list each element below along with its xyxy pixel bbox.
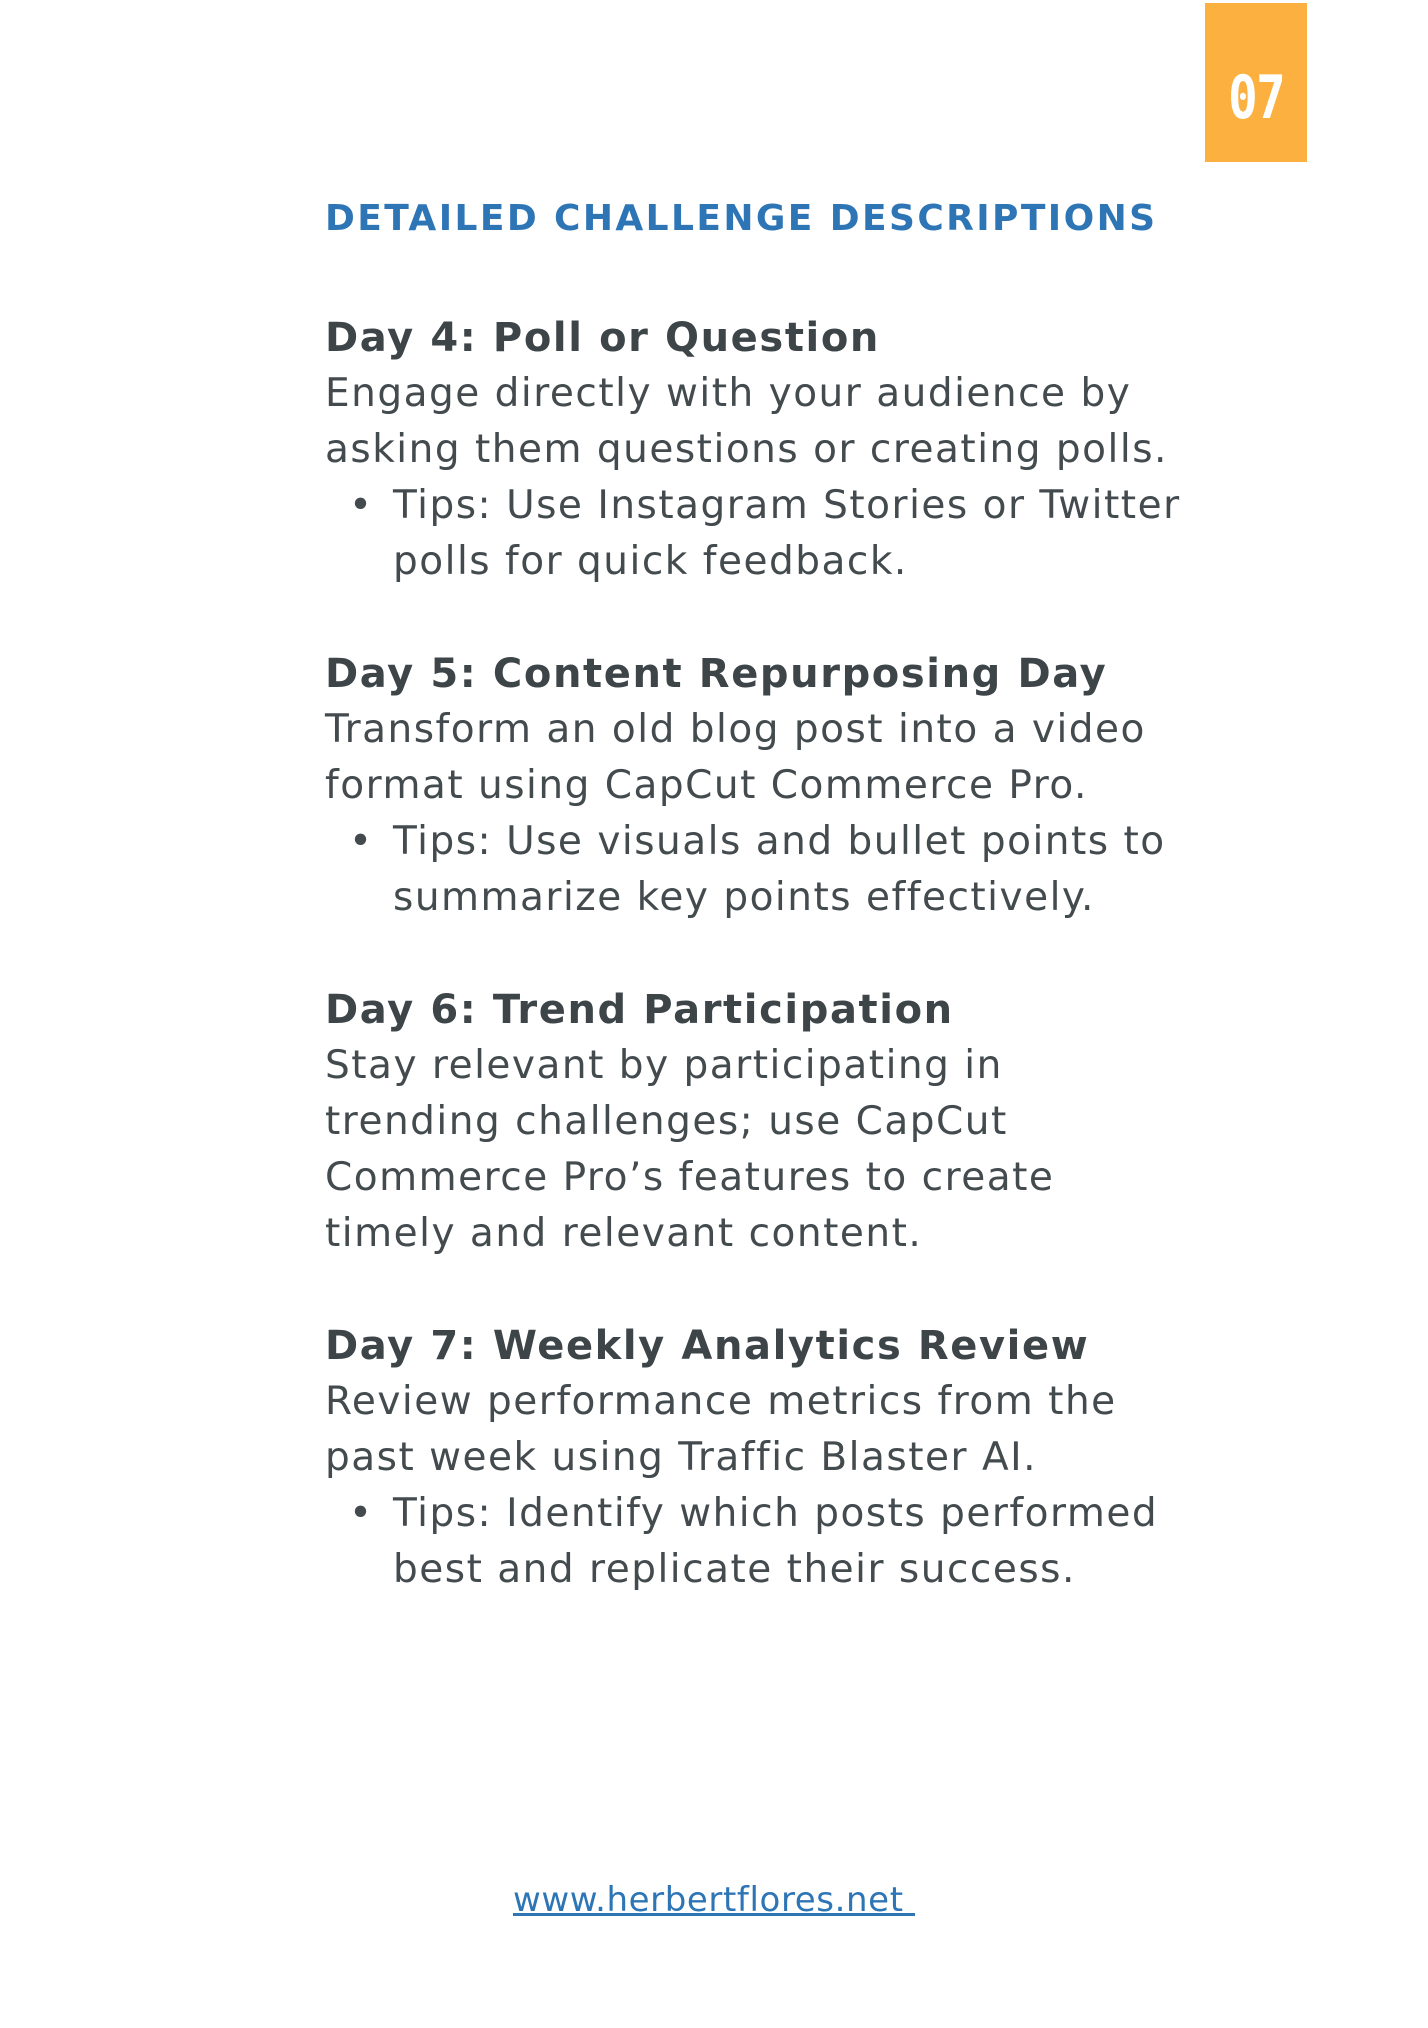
page-number: 07 [1228,62,1284,133]
bullet-icon: • [349,819,374,864]
tip-item [349,1486,1185,1598]
day-title: Day 6: Trend Participation [325,987,954,1033]
tip-text: Tips: Identify which posts performed best and replicate their success. [393,1491,1159,1592]
page-number-badge [1205,3,1307,162]
tips-list [325,814,1185,926]
day-title: Day 7: Weekly Analytics Review [325,1323,1090,1369]
tips-list [325,1486,1185,1598]
day-description: Stay relevant by participating in trending challenges; use CapCut Commerce Pro’s features to create timely and relevant content. [325,1043,1055,1256]
section-title: DETAILED CHALLENGE DESCRIPTIONS [325,198,1158,239]
bullet-icon: • [349,1491,374,1536]
day-title: Day 5: Content Repurposing Day [325,651,1108,697]
day-5-block [325,646,1185,926]
tip-text: Tips: Use Instagram Stories or Twitter polls for quick feedback. [393,483,1181,584]
day-4-block [325,310,1185,590]
tip-text: Tips: Use visuals and bullet points to summarize key points effectively. [393,819,1166,920]
challenge-list [325,310,1185,1654]
tips-list [325,478,1185,590]
tip-item [349,814,1185,926]
bullet-icon: • [349,483,374,528]
footer-website-link[interactable]: www.herbertflores.net [512,1880,916,1920]
day-description: Review performance metrics from the past week using Traffic Blaster AI. [325,1379,1117,1480]
day-title: Day 4: Poll or Question [325,315,881,361]
tip-item [349,478,1185,590]
day-description: Transform an old blog post into a video format using CapCut Commerce Pro. [325,707,1146,808]
day-7-block [325,1318,1185,1598]
day-description: Engage directly with your audience by asking them questions or creating polls. [325,371,1168,472]
day-6-block [325,982,1185,1262]
